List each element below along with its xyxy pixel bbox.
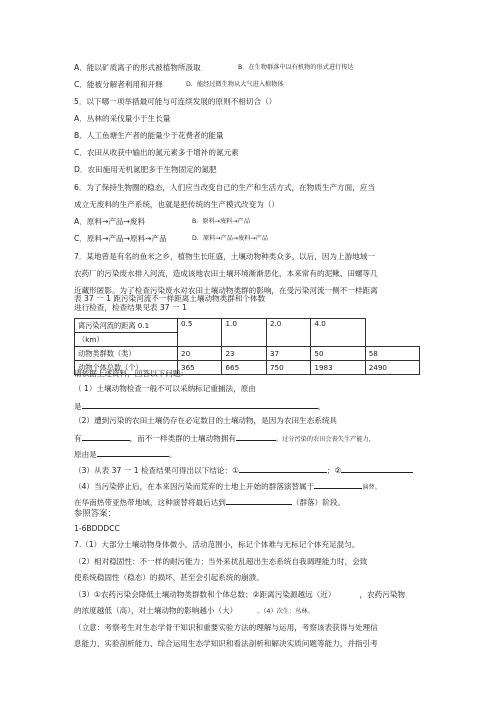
answer-7-3-line2: 的浓度越低（高），对土壤动物的影响越小（大） 。（4）次生：丛林。	[74, 606, 314, 615]
answer-7-3-line1: （3）①农药污染会降低土壤动物类群数和个体总数；②距离污染源越远（近） ，农药污染物	[74, 590, 406, 599]
table-cell: 37	[266, 347, 310, 361]
answer-rationale-line2: 息能力、实验剖析能力、综合运用生态学知识和看法剖析和解决实质问题等能力，并指引考	[74, 639, 378, 648]
answer-blank	[236, 432, 276, 441]
answer-blank	[82, 432, 130, 441]
answer-blank	[226, 496, 292, 505]
table-cell: 23	[222, 347, 266, 361]
answer-blank	[341, 464, 413, 473]
sub-q2-line1: （2）遭到污染的农田土壤仍存在必定数目的土壤动物，是因为农田生态系统具	[74, 416, 338, 425]
q7-stem-line3: 近藏形匿影。为了检查污染废水对农田土壤动物类群的影响，在受污染河流一侧不一样距离	[74, 286, 378, 295]
answer-blank	[97, 448, 169, 457]
answer-blank	[239, 464, 327, 473]
table-cell: 750	[266, 361, 310, 375]
q5-stem: 5．以下哪一项举措最可能与可连续发展的原则不相切合（）	[74, 97, 277, 106]
sub-q4-line2: 在华南热带亚热带地域，这种演替将最后达到 （群落）阶段。	[74, 498, 346, 507]
q6-option-b: B．原料→废料→产品	[192, 218, 250, 225]
q4-option-c: C．能被分解者利用和开释	[74, 80, 163, 89]
answer-blank	[314, 480, 362, 489]
answer-7-2-line1: （2）相对稳固性：不一样的耐污能力；当外来扰乱超出生态系统自我调理能力时，会致	[74, 557, 368, 566]
sub-q2-line2: 有 ，而不一样类群的土壤动物拥有 。过分污染的农田会丧失生产能力，	[74, 434, 375, 443]
q7-stem-line1: 7．某地曾是有名的鱼米之乡，植物生长旺盛，土壤动物种类众多。以后，因为上游地域一	[74, 252, 375, 261]
q4-option-a: A．能以矿质离子的形式被植物所汲取	[74, 63, 201, 72]
table-cell: 2490	[365, 361, 419, 375]
q4-option-b: B．在生物群落中以有机物的形式进行传达	[238, 64, 354, 71]
table-distance-cell: 4.0	[311, 319, 365, 347]
q5-option-b: B．人工鱼塘生产者的能量少于花费者的能量	[74, 131, 224, 140]
q6-stem-line2: 成立无废料的生产系统，也就是把传统的生产模式改变为（）	[74, 200, 280, 209]
q4-options-ab	[74, 63, 354, 73]
q6-option-d: D．原料→产品→废料→产品	[192, 235, 269, 242]
table-cell: 365	[178, 361, 222, 375]
table-distance-cell: 0.5	[178, 319, 222, 347]
table-header-unit: （km）	[75, 333, 178, 347]
sub-q3-line: （3）从表 37 一 1 检查结果可得出以下结论：① ；②	[74, 464, 413, 476]
reference-answers-heading: 参照答案：	[74, 508, 116, 518]
q5-option-a: A．丛林的采伐量小于生长量	[74, 114, 171, 123]
table-cell: 20	[178, 347, 222, 361]
table-cell: 665	[222, 361, 266, 375]
sub-q4-line1: （4）当污染停止后，在本来因污染而荒弃的土地上开始的群落演替属于 演替。	[74, 482, 381, 491]
answer-7-1: 7.（1）大部分土壤动物身体微小，活动范围小，标记个体难与无标记个体充足混匀。	[74, 540, 360, 549]
table-distance-cell: 2.0	[266, 319, 310, 347]
instructions: 请依据上述资料，回答以下问题：	[74, 369, 188, 378]
sub-q2-line3: 原由是 。	[74, 450, 177, 459]
answer-blank	[82, 400, 318, 409]
q4-option-d: D．能经过微生物从大气进入植物体	[186, 81, 284, 88]
table-distance-cell: 1.0	[222, 319, 266, 347]
sub-q1-line1: （ 1）土壤动物检查一般不可以采纳标记重捕法，原由	[74, 384, 256, 393]
table-cell: 50	[311, 347, 365, 361]
table-row	[75, 347, 420, 361]
table-header-row	[75, 319, 420, 333]
soil-animal-table	[74, 318, 420, 375]
q6-options-ab	[74, 217, 250, 227]
answer-7-2-line2: 使系统稳固性（稳态）的损坏，甚至会引起系统的崩溃。	[74, 573, 264, 582]
table-row-label: 动物类群数（类）	[75, 347, 178, 361]
q7-stem-line4: 进行检查，检查结果见表 37 一 1	[74, 303, 187, 312]
table-header-label: 离污染河流的距离 0.1	[75, 319, 178, 333]
answer-rationale-line1: （立意：考察考生对生态学骨干知识和重要实验方法的理解与运用，考察该表获得与处理信	[74, 623, 378, 632]
q7-stem-line2: 农药厂的污染废水排入河流，造成该地农田土壤环境渐渐恶化，本来常有的泥鳅、田螺等几	[74, 269, 378, 278]
q4-options-cd	[74, 80, 284, 90]
sub-q1-line2: 是 。	[74, 402, 326, 411]
table-cell: 1983	[311, 361, 365, 375]
q6-option-c: C．原料→产品→原料→产品	[74, 234, 167, 243]
table-cell: 58	[365, 347, 419, 361]
answers-1-6: 1-6BDDDCC	[74, 524, 120, 533]
q6-option-a: A．原料→产品→废料	[74, 217, 146, 226]
table-caption: 表 37 一 1 距污染河流不一样距离土壤动物类群和个体数	[74, 294, 266, 303]
q6-options-cd	[74, 234, 269, 244]
q5-option-d: D．农田施用无机氮肥多于生物固定的氮肥	[74, 165, 217, 174]
q5-option-c: C．农田从收获中输出的氮元素多于增补的氮元素	[74, 148, 239, 157]
q6-stem-line1: 6．为了保持生物圈的稳态，人们应当改变自己的生产和生活方式，在物质生产方面，应当	[74, 183, 375, 192]
table-row-label: 动物个体总数（个）	[75, 361, 178, 375]
